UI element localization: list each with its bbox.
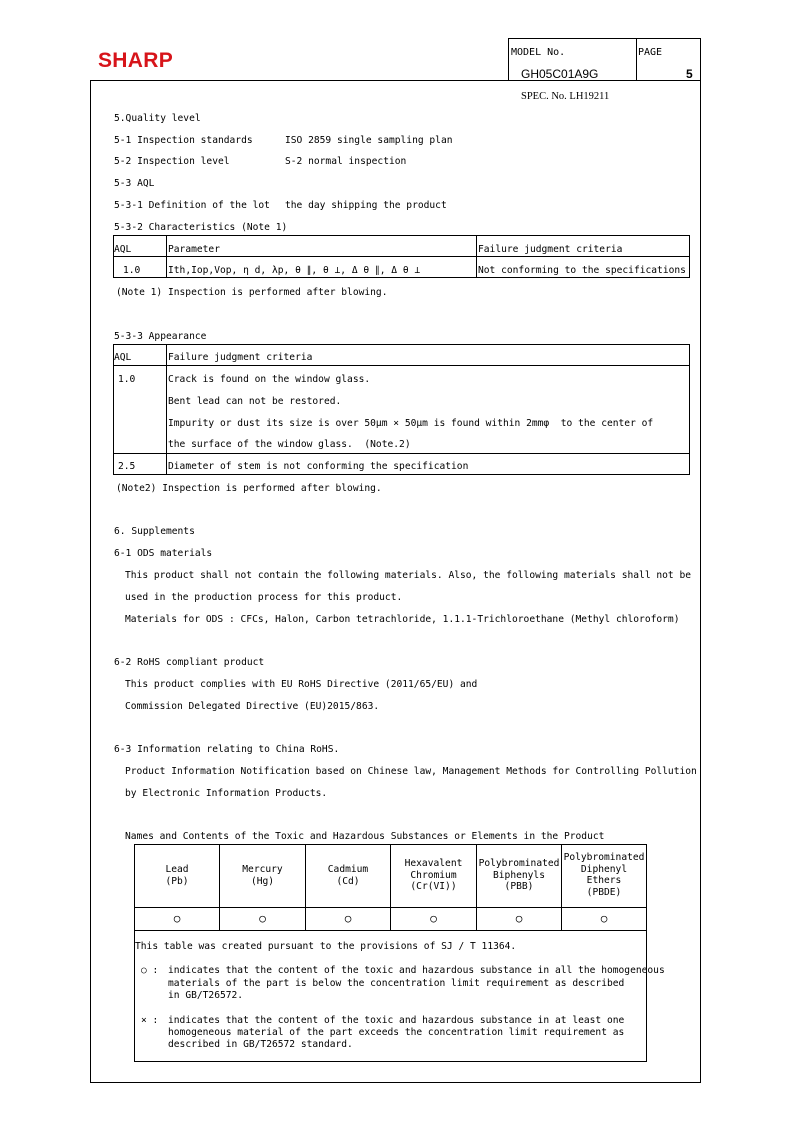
- app-row2-line: Diameter of stem is not conforming the specification: [168, 461, 469, 472]
- rohs-line: This product complies with EU RoHS Directive (2011/65/EU) and: [125, 679, 478, 690]
- mark-lead: ○: [173, 912, 181, 925]
- char-table-divider-1: [166, 235, 167, 278]
- app-table-header-bottom: [113, 365, 690, 366]
- char-row-criteria: Not conforming to the specifications: [478, 265, 686, 276]
- table-note: This table was created pursuant to the provisions of SJ / T 11364.: [135, 941, 517, 952]
- app-table-top: [113, 344, 690, 345]
- app-table-row-divider: [113, 453, 690, 454]
- legend-o-symbol: ○ :: [141, 965, 159, 976]
- page-label: PAGE: [638, 47, 663, 58]
- characteristics-label: 5-3-2 Characteristics (Note 1): [114, 222, 288, 233]
- substance-lead: Lead (Pb): [165, 864, 189, 887]
- aql-label: 5-3 AQL: [114, 178, 155, 189]
- ods-line: used in the production process for this product.: [125, 592, 403, 603]
- char-table-divider-2: [476, 235, 477, 278]
- subst-table-border-right: [646, 844, 647, 1062]
- lot-definition-value: the day shipping the product: [285, 200, 447, 211]
- char-row-parameter: Ith,Iop,Vop, η d, λp, θ ∥, θ ⊥, Δ θ ∥, Δ θ ⊥: [168, 265, 421, 276]
- legend-x-line: described in GB/T26572 standard.: [168, 1039, 353, 1050]
- substances-caption: Names and Contents of the Toxic and Hazardous Substances or Elements in the Product: [125, 831, 605, 842]
- note-1: (Note 1) Inspection is performed after blowing.: [116, 287, 388, 298]
- app-row1-line: Impurity or dust its size is over 50μm × 50μm is found within 2mmφ to the center of: [168, 418, 654, 429]
- char-table-top: [113, 235, 690, 236]
- app-header-criteria: Failure judgment criteria: [168, 352, 313, 363]
- section-quality-title: 5.Quality level: [114, 113, 201, 124]
- app-row1-aql: 1.0: [118, 374, 136, 385]
- app-row1-line: the surface of the window glass. (Note.2): [168, 439, 411, 450]
- legend-o-line: materials of the part is below the concentration limit requirement as described: [168, 978, 625, 989]
- char-header-criteria: Failure judgment criteria: [478, 244, 623, 255]
- char-table-border-right: [689, 235, 690, 278]
- inspection-standards-label: 5-1 Inspection standards: [114, 135, 253, 146]
- substance-mercury: Mercury (Hg): [242, 864, 283, 887]
- section-supplements-title: 6. Supplements: [114, 526, 195, 537]
- char-header-parameter: Parameter: [168, 244, 220, 255]
- substance-hexavalent-chromium: Hexavalent Chromium (Cr(VI)): [404, 858, 463, 892]
- rohs-line: Commission Delegated Directive (EU)2015/863.: [125, 701, 380, 712]
- mark-pbde: ○: [600, 912, 608, 925]
- substance-pbde: Polybrominated Diphenyl Ethers (PBDE): [563, 852, 645, 898]
- china-rohs-title: 6-3 Information relating to China RoHS.: [114, 744, 340, 755]
- inspection-standards-value: ISO 2859 single sampling plan: [285, 135, 453, 146]
- subst-table-bottom: [134, 1061, 647, 1062]
- lot-definition-label: 5-3-1 Definition of the lot: [114, 200, 270, 211]
- app-table-divider: [166, 344, 167, 475]
- app-row1-line: Bent lead can not be restored.: [168, 396, 342, 407]
- ods-line: This product shall not contain the following materials. Also, the following materials shall not be: [125, 570, 692, 581]
- app-table-bottom: [113, 474, 690, 475]
- rohs-title: 6-2 RoHS compliant product: [114, 657, 265, 668]
- page-number: 5: [686, 67, 693, 81]
- app-row1-line: Crack is found on the window glass.: [168, 374, 371, 385]
- mark-mercury: ○: [259, 912, 266, 925]
- app-header-aql: AQL: [114, 352, 132, 363]
- char-header-aql: AQL: [114, 244, 132, 255]
- ods-title: 6-1 ODS materials: [114, 548, 213, 559]
- app-table-border-right: [689, 344, 690, 475]
- sharp-logo: SHARP: [98, 49, 174, 72]
- app-row2-aql: 2.5: [118, 461, 136, 472]
- char-table-border-left: [113, 235, 114, 278]
- model-label: MODEL No.: [511, 47, 566, 58]
- legend-x-symbol: × :: [141, 1015, 159, 1026]
- legend-o-line: indicates that the content of the toxic and hazardous substance in all the homogeneous: [168, 965, 665, 976]
- mark-pbb: ○: [515, 912, 523, 925]
- spec-number: SPEC. No. LH19211: [521, 91, 610, 102]
- char-table-mid: [113, 256, 690, 257]
- inspection-level-label: 5-2 Inspection level: [114, 156, 230, 167]
- ods-line: Materials for ODS : CFCs, Halon, Carbon tetrachloride, 1.1.1-Trichloroethane (Methyl chloroform): [125, 614, 680, 625]
- substance-cadmium: Cadmium (Cd): [327, 864, 369, 887]
- note-2: (Note2) Inspection is performed after blowing.: [116, 483, 382, 494]
- inspection-level-value: S-2 normal inspection: [285, 156, 407, 167]
- model-value: GH05C01A9G: [521, 67, 599, 81]
- china-rohs-line: by Electronic Information Products.: [125, 788, 328, 799]
- appearance-title: 5-3-3 Appearance: [114, 331, 207, 342]
- header-divider: [636, 38, 637, 81]
- legend-x-line: indicates that the content of the toxic and hazardous substance in at least one: [168, 1015, 625, 1026]
- mark-hexavalent-chromium: ○: [430, 912, 437, 925]
- legend-o-line: in GB/T26572.: [168, 990, 244, 1001]
- legend-x-line: homogeneous material of the part exceeds the concentration limit requirement as: [168, 1027, 625, 1038]
- china-rohs-line: Product Information Notification based on Chinese law, Management Methods for Controlling Pollution: [125, 766, 697, 777]
- char-table-bottom: [113, 277, 690, 278]
- substance-pbb: Polybrominated Biphenyls (PBB): [478, 858, 560, 892]
- char-row-aql: 1.0: [123, 265, 141, 276]
- mark-cadmium: ○: [344, 912, 352, 925]
